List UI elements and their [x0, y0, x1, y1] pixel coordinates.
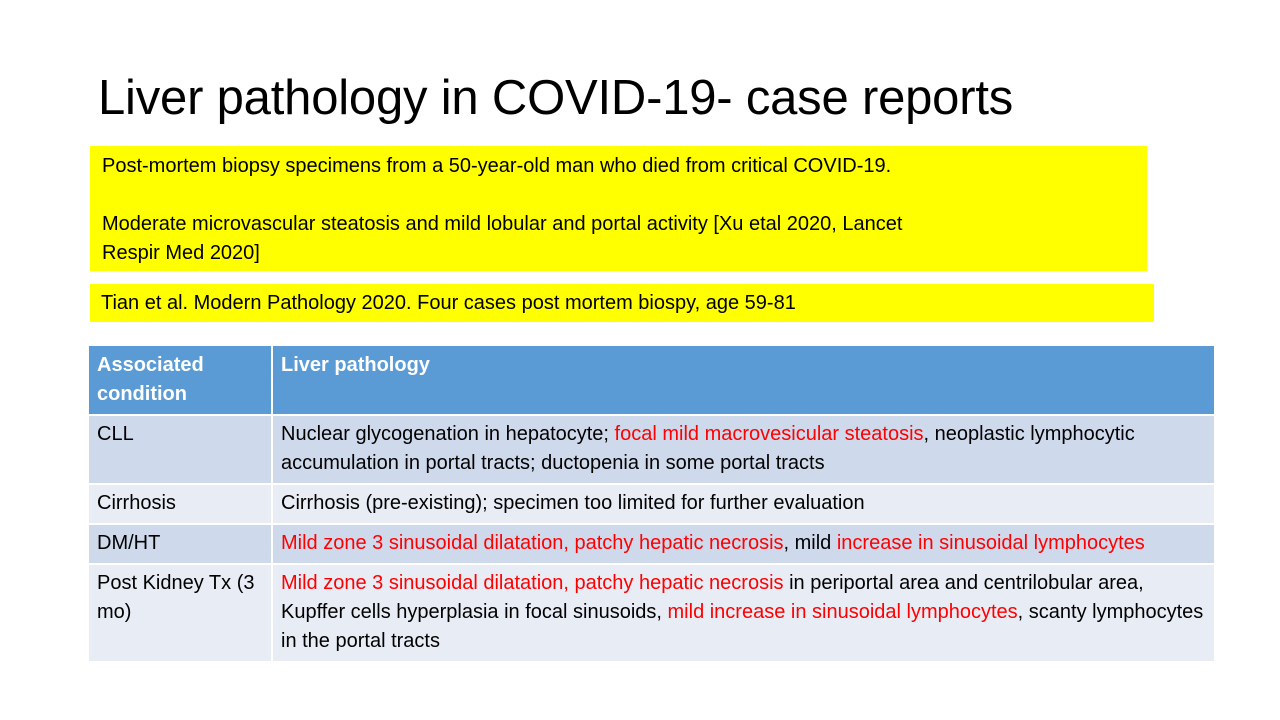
- pathology-text: in periportal area and centrilobular area, Kupffer cells hyperplasia in focal sinusoids,: [281, 572, 1144, 623]
- pathology-text: Cirrhosis (pre-existing); specimen too limited for further evaluation: [281, 492, 865, 514]
- xu-finding-line-1: Moderate microvascular steatosis and mild lobular and portal activity [Xu etal 2020, Lancet: [102, 213, 903, 235]
- blank-line: [102, 181, 1137, 210]
- condition-cell: Cirrhosis: [88, 484, 272, 524]
- table-header-row: [88, 345, 1215, 415]
- table-row: [88, 415, 1215, 484]
- pathology-cell: [272, 524, 1215, 564]
- pathology-highlight-text: increase in sinusoidal lymphocytes: [836, 532, 1145, 554]
- pathology-highlight-text: mild increase in sinusoidal lymphocytes: [667, 601, 1018, 623]
- pathology-cell: [272, 564, 1215, 662]
- liver-pathology-table: [87, 344, 1216, 663]
- pathology-cell: [272, 415, 1215, 484]
- table-row: [88, 524, 1215, 564]
- pathology-text: , scanty lymphocytes in the portal tracts: [281, 601, 1204, 652]
- pathology-cell: [272, 484, 1215, 524]
- pathology-highlight-text: Mild zone 3 sinusoidal dilatation, patchy hepatic necrosis: [281, 532, 784, 554]
- pathology-text: , neoplastic lymphocytic accumulation in portal tracts; ductopenia in some portal tracts: [281, 423, 1135, 474]
- condition-cell: CLL: [88, 415, 272, 484]
- pathology-text: Nuclear glycogenation in hepatocyte;: [281, 423, 615, 445]
- table-row: [88, 564, 1215, 662]
- tian-study-text: Tian et al. Modern Pathology 2020. Four cases post mortem biospy, age 59-81: [101, 292, 796, 314]
- xu-case-highlight-box: [90, 146, 1147, 271]
- slide-title: Liver pathology in COVID-19- case reports: [98, 71, 1014, 125]
- header-liver-pathology: Liver pathology: [272, 345, 1215, 415]
- tian-study-highlight-box: [90, 284, 1154, 322]
- pathology-text: , mild: [783, 532, 837, 554]
- pathology-highlight-text: focal mild macrovesicular steatosis: [614, 423, 924, 445]
- pathology-highlight-text: Mild zone 3 sinusoidal dilatation, patchy hepatic necrosis: [281, 572, 784, 594]
- header-associated-condition: Associated condition: [88, 345, 272, 415]
- xu-case-description: Post-mortem biopsy specimens from a 50-year-old man who died from critical COVID-19.: [102, 155, 892, 177]
- xu-finding-line-2: Respir Med 2020]: [102, 242, 260, 264]
- table-row: [88, 484, 1215, 524]
- condition-cell: Post Kidney Tx (3 mo): [88, 564, 272, 662]
- condition-cell: DM/HT: [88, 524, 272, 564]
